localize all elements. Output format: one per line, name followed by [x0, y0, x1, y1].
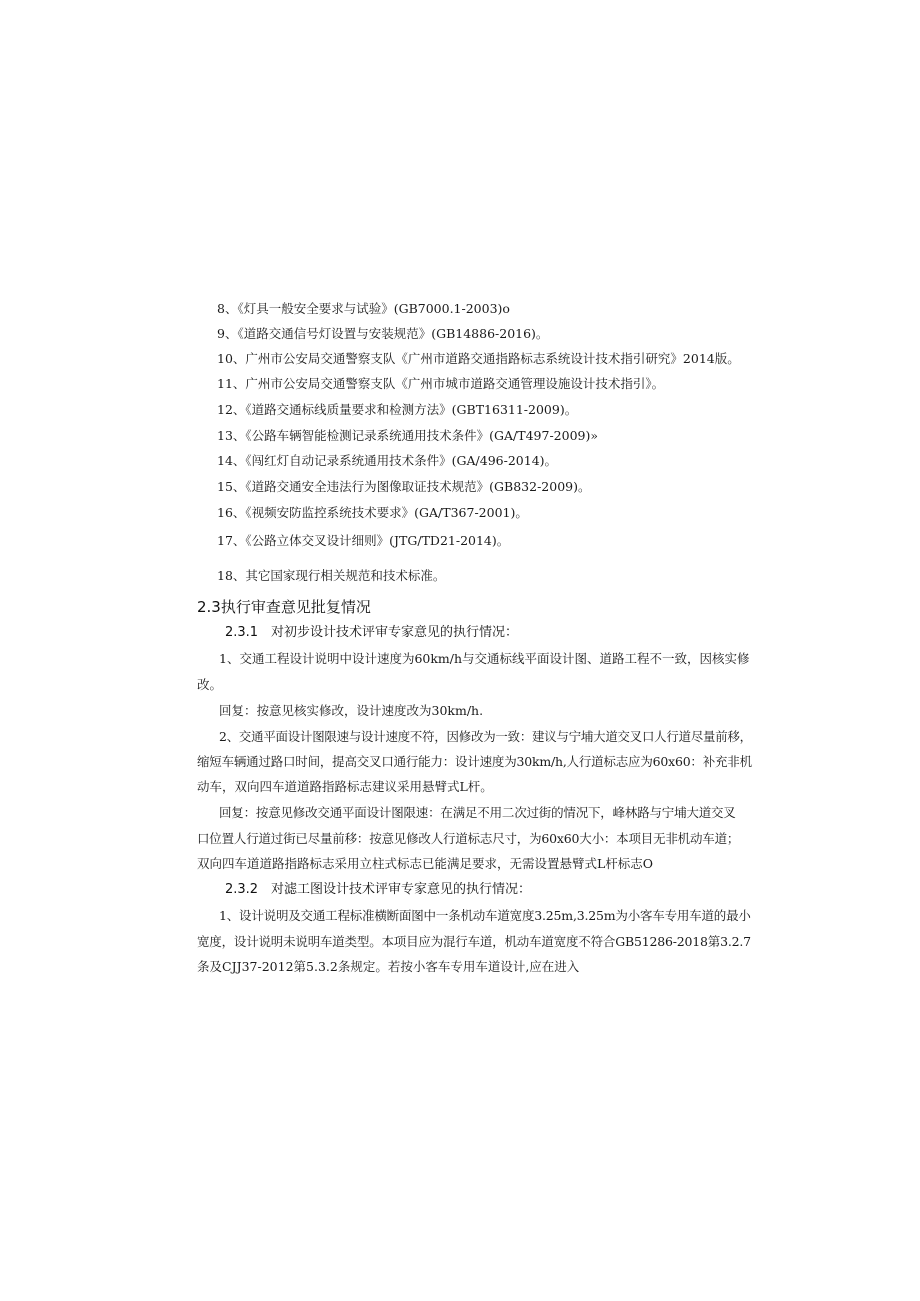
- paragraph-line: 2、交通平面设计图限速与设计速度不符，因修改为一致：建议与宁埔大道交叉口人行道尽量前移，: [219, 729, 752, 744]
- reference-item: 13、《公路车辆智能检测记录系统通用技术条件》(GA/T497-2009)»: [217, 428, 599, 443]
- section-heading: 2.3执行审查意见批复情况: [197, 598, 371, 616]
- subsection-number: 2.3.1: [225, 625, 259, 640]
- reference-item: 8、《灯具一般安全要求与试验》(GB7000.1-2003)o: [217, 301, 510, 316]
- subsection-heading: [225, 624, 518, 642]
- reply-line: 回复：按意见修改交通平面设计图限速：在满足不用二次过街的情况下，峰林路与宁埔大道交叉: [219, 805, 736, 820]
- paragraph-line: 双向四车道道路指路标志采用立柱式标志已能满足要求，无需设置悬臂式L杆标志O: [197, 856, 654, 871]
- subsection-title: 对滤工图设计技术评审专家意见的执行情况：: [271, 882, 532, 897]
- subsection-heading: [225, 881, 531, 899]
- paragraph-line: 宽度，设计说明未说明车道类型。本项目应为混行车道，机动车道宽度不符合GB51286-2018第3.2.7: [197, 934, 751, 949]
- paragraph-line: 改。: [197, 677, 223, 692]
- reference-item: 17、《公路立体交叉设计细则》(JTG/TD21-2014)。: [217, 533, 510, 548]
- paragraph-line: 口位置人行道过街已尽量前移：按意见修改人行道标志尺寸，为60x60大小：本项目无非机动车道；: [197, 831, 740, 846]
- paragraph-line: 1、设计说明及交通工程标准横断面图中一条机动车道宽度3.25m,3.25m为小客车专用车道的最小: [219, 908, 751, 923]
- reference-item: 10、广州市公安局交通警察支队《广州市道路交通指路标志系统设计技术指引研究》2014版。: [217, 351, 740, 366]
- subsection-title: 对初步设计技术评审专家意见的执行情况：: [271, 625, 519, 640]
- reference-item: 12、《道路交通标线质量要求和检测方法》(GBT16311-2009)。: [217, 402, 578, 417]
- reference-item: 11、广州市公安局交通警察支队《广州市城市道路交通管理设施设计技术指引》。: [217, 376, 665, 391]
- paragraph-line: 缩短车辆通过路口时间，提高交叉口通行能力：设计速度为30km/h,人行道标志应为60x60：补充非机: [197, 754, 752, 769]
- reference-item: 18、其它国家现行相关规范和技术标准。: [217, 568, 446, 583]
- reference-item: 15、《道路交通安全违法行为图像取证技术规范》(GB832-2009)。: [217, 479, 591, 494]
- subsection-number: 2.3.2: [225, 882, 259, 897]
- paragraph-line: 动车，双向四车道道路指路标志建议采用悬臂式L杆。: [197, 779, 493, 794]
- reference-item: 16、《视频安防监控系统技术要求》(GA/T367-2001)。: [217, 505, 528, 520]
- paragraph-line: 条及CJJ37-2012第5.3.2条规定。若按小客车专用车道设计,应在进入: [197, 959, 580, 974]
- paragraph-line: 1、交通工程设计说明中设计速度为60km/h与交通标线平面设计图、道路工程不一致，因核实修: [219, 651, 750, 666]
- reply-line: 回复：按意见核实修改，设计速度改为30km/h.: [219, 703, 484, 718]
- reference-item: 9、《道路交通信号灯设置与安装规范》(GB14886-2016)。: [217, 326, 549, 341]
- reference-item: 14、《闯红灯自动记录系统通用技术条件》(GA/496-2014)。: [217, 453, 558, 468]
